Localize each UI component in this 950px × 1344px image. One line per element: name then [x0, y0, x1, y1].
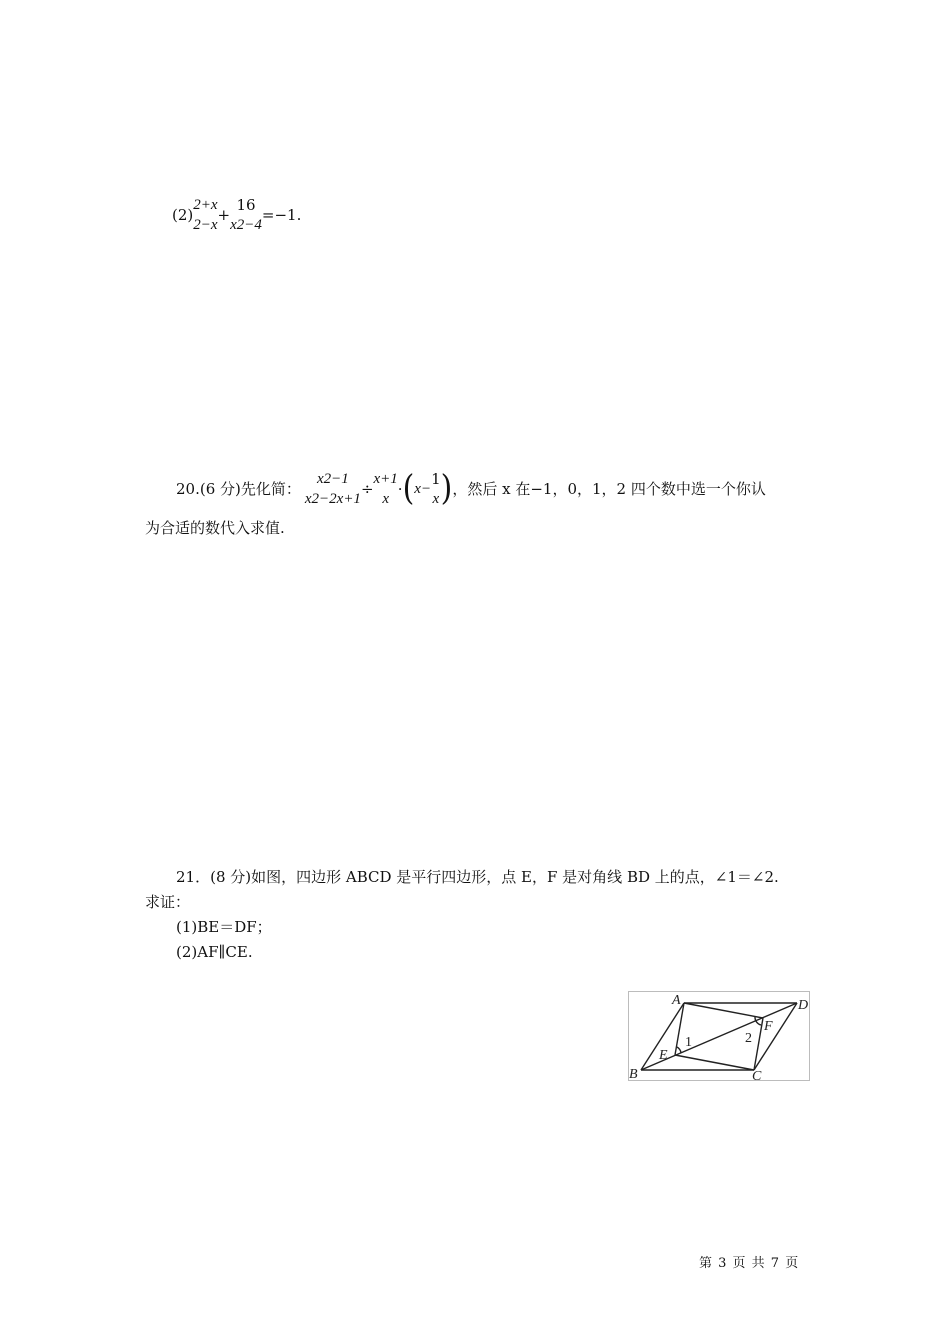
label-angle-1: 1 [685, 1035, 692, 1050]
q20-line-2: 为合适的数代入求值. [145, 519, 285, 537]
parallelogram-figure [628, 991, 810, 1081]
q20-fraction-2 [374, 469, 398, 509]
q20-paren-x: x− [414, 481, 432, 497]
q20-paren-fraction-denominator: x [432, 491, 440, 507]
q20-fraction-2-denominator: x [382, 491, 389, 507]
q20-suffix: ，然后 x 在−1，0，1，2 四个数中选一个你认 [452, 480, 766, 498]
label-c: C [752, 1069, 762, 1080]
q19-fraction-2 [230, 195, 262, 235]
label-d: D [798, 998, 809, 1013]
q20-line-1 [176, 469, 766, 509]
q21-line-2: 求证： [145, 893, 191, 911]
q20-fraction-1-denominator: x2−2x+1 [304, 491, 361, 507]
q19-fraction-2-denominator: x2−4 [230, 217, 262, 233]
q19-part2-label: (2) [172, 206, 194, 224]
q19-fraction-2-numerator: 16 [236, 196, 256, 214]
q20-right-paren: ) [440, 468, 453, 509]
segment-ec [675, 1055, 754, 1070]
q20-fraction-2-numerator: x+1 [373, 471, 398, 487]
q19-plus: + [217, 206, 231, 224]
parallelogram-diagram [629, 992, 809, 1080]
q19-rhs: =−1. [261, 206, 302, 224]
q19-part2-equation [172, 195, 301, 235]
label-angle-2: 2 [745, 1031, 752, 1046]
q19-fraction-1 [193, 195, 217, 235]
q21-line-1: 21．(8 分)如图，四边形 ABCD 是平行四边形，点 E，F 是对角线 BD 上的点，∠1＝∠2. [176, 868, 779, 886]
label-a: A [672, 993, 681, 1008]
q20-prefix: 20.(6 分)先化简： [176, 480, 301, 498]
segment-af [684, 1003, 763, 1018]
q20-fraction-1-numerator: x2−1 [317, 471, 349, 487]
q19-fraction-1-numerator: 2+x [193, 197, 218, 213]
q20-divide-sign: ÷ [360, 480, 374, 498]
q20-left-paren: ( [402, 468, 415, 509]
angle-1-arc [677, 1047, 681, 1053]
q20-dot: · [397, 480, 403, 498]
q20-paren-fraction [431, 469, 441, 509]
label-e: E [659, 1048, 668, 1063]
label-b: B [629, 1067, 638, 1080]
label-f: F [764, 1019, 773, 1034]
q21-part-2: (2)AF∥CE. [176, 943, 253, 961]
q21-part-1: (1)BE＝DF； [176, 918, 272, 936]
q19-fraction-1-denominator: 2−x [193, 217, 218, 233]
q20-paren-fraction-numerator: 1 [431, 470, 441, 488]
q20-fraction-1 [305, 469, 361, 509]
page-footer: 第 3 页 共 7 页 [699, 1256, 800, 1271]
